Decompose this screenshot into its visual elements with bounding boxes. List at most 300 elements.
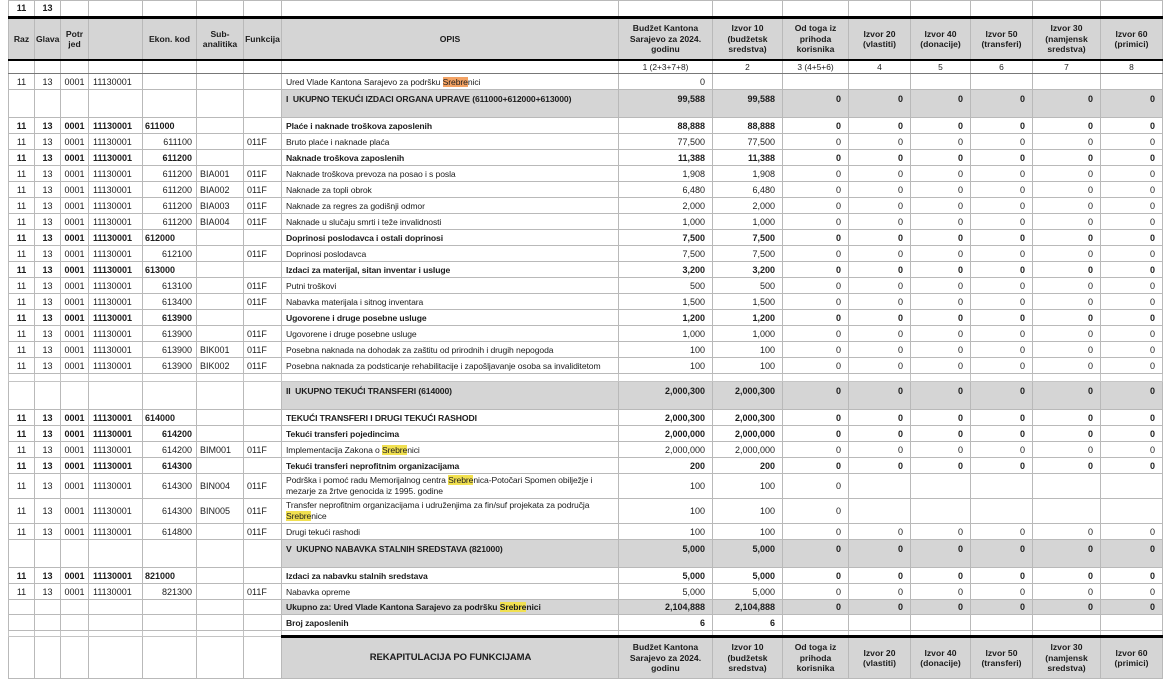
cell-potr-jed: 0001 (61, 358, 89, 374)
cell-glava: 13 (35, 246, 61, 262)
cell-value-7: 0 (1033, 458, 1101, 474)
cell-value-1: 2,000,300 (619, 382, 713, 410)
table-row (9, 442, 1163, 458)
cell-raz: 11 (9, 584, 35, 600)
column-number-6: 6 (971, 60, 1033, 74)
cell-org-kod (89, 382, 143, 410)
cell-value-2: 2,000,300 (713, 410, 783, 426)
cell-potr-jed: 0001 (61, 310, 89, 326)
cell-value-5: 0 (911, 568, 971, 584)
table-row (9, 615, 1163, 631)
cell-value-3: 0 (783, 118, 849, 134)
cell-ekon-kod (143, 382, 197, 410)
cell-value-5: 0 (911, 342, 971, 358)
cell-ekon-kod: 614300 (143, 474, 197, 499)
cell-value-5: 0 (911, 310, 971, 326)
cell-ekon-kod: 821300 (143, 584, 197, 600)
cell-value-4 (849, 74, 911, 90)
cell-value-2: 100 (713, 524, 783, 540)
cell-ekon-kod: 613900 (143, 326, 197, 342)
cell-value-8: 0 (1101, 150, 1163, 166)
table-row (9, 166, 1163, 182)
cell-raz: 11 (9, 474, 35, 499)
cell-value-1: 100 (619, 499, 713, 524)
cell-value-3: 0 (783, 182, 849, 198)
cell-raz: 11 (9, 426, 35, 442)
cell-value-8 (1101, 74, 1163, 90)
cell-value-4: 0 (849, 134, 911, 150)
cell-value-2: 7,500 (713, 246, 783, 262)
cell-value-2: 6,480 (713, 182, 783, 198)
empty-cell (89, 60, 143, 74)
cell-value-3: 0 (783, 214, 849, 230)
cell-value-5: 0 (911, 214, 971, 230)
cell-glava: 13 (35, 74, 61, 90)
empty-cell (35, 60, 61, 74)
cell-org-kod (89, 540, 143, 568)
cell-value-1: 88,888 (619, 118, 713, 134)
column-header-izvor-50: Izvor 50 (transferi) (971, 18, 1033, 61)
cell-raz: 11 (9, 442, 35, 458)
cell-value-1: 11,388 (619, 150, 713, 166)
column-number-row (9, 60, 1163, 74)
cell-value-8: 0 (1101, 182, 1163, 198)
cell-sub-analitika (197, 278, 244, 294)
cell-opis: I UKUPNO TEKUĆI IZDACI ORGANA UPRAVE (611000+612000+613000) (282, 90, 619, 118)
column-header-budzet-2024: Budžet Kantona Sarajevo za 2024. godinu (619, 18, 713, 61)
cell-value-1: 77,500 (619, 134, 713, 150)
column-header-raz: Raz (9, 18, 35, 61)
cell-opis: Naknade za regres za godišnji odmor (282, 198, 619, 214)
column-header-izvor-20: Izvor 20 (vlastiti) (849, 18, 911, 61)
cell-value-8: 0 (1101, 600, 1163, 615)
cell-sub-analitika (197, 600, 244, 615)
empty-cell (197, 60, 244, 74)
cell-value-6: 0 (971, 294, 1033, 310)
cell-funkcija (244, 310, 282, 326)
cell-potr-jed: 0001 (61, 294, 89, 310)
cell-opis: Naknade troškova zaposlenih (282, 150, 619, 166)
cell-raz: 11 (9, 214, 35, 230)
cell-glava: 13 (35, 326, 61, 342)
cell-value-4: 0 (849, 230, 911, 246)
cell-value-7: 0 (1033, 182, 1101, 198)
cell-value-2: 1,200 (713, 310, 783, 326)
cell-value-3: 0 (783, 326, 849, 342)
cell-funkcija (244, 230, 282, 246)
cell-raz (9, 540, 35, 568)
cell-org-kod: 11130001 (89, 246, 143, 262)
cell-value-5 (911, 615, 971, 631)
partial-cell (783, 1, 849, 18)
cell-raz: 11 (9, 230, 35, 246)
cell-value-4 (849, 615, 911, 631)
table-row (9, 262, 1163, 278)
cell-sub-analitika (197, 230, 244, 246)
cell-value-6: 0 (971, 198, 1033, 214)
cell-sub-analitika (197, 310, 244, 326)
search-highlight: Srebre (499, 602, 527, 612)
partial-cell-glava: 13 (35, 1, 61, 18)
cell-opis: Ugovorene i druge posebne usluge (282, 310, 619, 326)
table-row (9, 524, 1163, 540)
table-row (9, 426, 1163, 442)
cell-value-1: 2,000,300 (619, 410, 713, 426)
cell-value-5: 0 (911, 262, 971, 278)
cell-value-1: 7,500 (619, 230, 713, 246)
cell-opis: Transfer neprofitnim organizacijama i udruženjima za fin/suf projekata za područja Srebrenice (282, 499, 619, 524)
empty-cell (971, 374, 1033, 382)
cell-value-3: 0 (783, 278, 849, 294)
cell-value-7: 0 (1033, 358, 1101, 374)
cell-value-4 (849, 499, 911, 524)
cell-value-2: 11,388 (713, 150, 783, 166)
cell-value-5: 0 (911, 600, 971, 615)
column-header-potr-jed: Potr jed (61, 18, 89, 61)
cell-value-1: 100 (619, 342, 713, 358)
cell-potr-jed (61, 637, 89, 679)
cell-value-6: 0 (971, 426, 1033, 442)
empty-cell (244, 60, 282, 74)
partial-previous-row (9, 1, 1163, 18)
cell-value-1: 5,000 (619, 584, 713, 600)
cell-ekon-kod (143, 540, 197, 568)
cell-glava: 13 (35, 568, 61, 584)
table-row (9, 540, 1163, 568)
empty-cell (1033, 374, 1101, 382)
cell-value-2: 1,000 (713, 326, 783, 342)
cell-opis: Drugi tekući rashodi (282, 524, 619, 540)
cell-funkcija (244, 74, 282, 90)
cell-value-5: 0 (911, 166, 971, 182)
cell-value-1: 1,000 (619, 326, 713, 342)
cell-value-1: 500 (619, 278, 713, 294)
cell-org-kod: 11130001 (89, 584, 143, 600)
cell-ekon-kod: 611200 (143, 182, 197, 198)
cell-org-kod: 11130001 (89, 118, 143, 134)
cell-value-8: 0 (1101, 458, 1163, 474)
cell-value-7: 0 (1033, 310, 1101, 326)
cell-value-7: 0 (1033, 262, 1101, 278)
cell-glava: 13 (35, 474, 61, 499)
cell-value-6 (971, 615, 1033, 631)
cell-value-6: 0 (971, 150, 1033, 166)
cell-value-6: 0 (971, 230, 1033, 246)
cell-ekon-kod: 612000 (143, 230, 197, 246)
cell-sub-analitika: BIA003 (197, 198, 244, 214)
table-row (9, 294, 1163, 310)
cell-ekon-kod (143, 637, 197, 679)
cell-glava: 13 (35, 442, 61, 458)
cell-value-3: 0 (783, 458, 849, 474)
cell-ekon-kod: 611200 (143, 150, 197, 166)
cell-sub-analitika (197, 615, 244, 631)
budget-table (8, 0, 1163, 679)
cell-funkcija: 011F (244, 278, 282, 294)
cell-value-8: 0 (1101, 134, 1163, 150)
cell-opis: Tekući transferi pojedincima (282, 426, 619, 442)
cell-value-2: 3,200 (713, 262, 783, 278)
cell-value-6: 0 (971, 182, 1033, 198)
cell-value-3: 0 (783, 150, 849, 166)
cell-sub-analitika (197, 410, 244, 426)
cell-value-2: 100 (713, 499, 783, 524)
table-row (9, 214, 1163, 230)
cell-potr-jed: 0001 (61, 246, 89, 262)
cell-raz: 11 (9, 246, 35, 262)
cell-ekon-kod: 611200 (143, 198, 197, 214)
cell-funkcija (244, 426, 282, 442)
cell-value-4: 0 (849, 262, 911, 278)
cell-ekon-kod: 611100 (143, 134, 197, 150)
cell-value-2: 77,500 (713, 134, 783, 150)
cell-value-1: 1,908 (619, 166, 713, 182)
cell-glava: 13 (35, 262, 61, 278)
column-header-ekon-kod: Ekon. kod (143, 18, 197, 61)
column-header-izvor-40: Izvor 40 (donacije) (911, 18, 971, 61)
cell-value-1: 2,000,000 (619, 442, 713, 458)
column-number-4: 4 (849, 60, 911, 74)
cell-value-4: 0 (849, 540, 911, 568)
cell-org-kod: 11130001 (89, 214, 143, 230)
cell-potr-jed: 0001 (61, 150, 89, 166)
partial-cell (61, 1, 89, 18)
cell-value-7 (1033, 615, 1101, 631)
cell-value-2: 1,500 (713, 294, 783, 310)
budget-table-body (9, 74, 1163, 679)
cell-potr-jed (61, 540, 89, 568)
column-number-1: 1 (2+3+7+8) (619, 60, 713, 74)
cell-org-kod: 11130001 (89, 230, 143, 246)
cell-ekon-kod: 614200 (143, 426, 197, 442)
cell-ekon-kod: 614800 (143, 524, 197, 540)
column-header-org-kod (89, 18, 143, 61)
cell-sub-analitika (197, 584, 244, 600)
cell-value-6: 0 (971, 584, 1033, 600)
partial-cell (1101, 1, 1163, 18)
cell-value-4: 0 (849, 294, 911, 310)
cell-raz: 11 (9, 458, 35, 474)
cell-value-5: 0 (911, 326, 971, 342)
cell-opis: TEKUĆI TRANSFERI I DRUGI TEKUĆI RASHODI (282, 410, 619, 426)
cell-value-1: 1,500 (619, 294, 713, 310)
cell-value-4: 0 (849, 426, 911, 442)
cell-opis: II UKUPNO TEKUĆI TRANSFERI (614000) (282, 382, 619, 410)
cell-potr-jed: 0001 (61, 474, 89, 499)
cell-value-3 (783, 74, 849, 90)
cell-sub-analitika (197, 118, 244, 134)
cell-value-4: 0 (849, 342, 911, 358)
empty-cell (282, 60, 619, 74)
cell-funkcija (244, 540, 282, 568)
cell-sub-analitika: BIN005 (197, 499, 244, 524)
cell-glava (35, 615, 61, 631)
cell-value-1: 3,200 (619, 262, 713, 278)
cell-ekon-kod: 821000 (143, 568, 197, 584)
cell-funkcija (244, 615, 282, 631)
cell-funkcija: 011F (244, 134, 282, 150)
cell-value-6: 0 (971, 278, 1033, 294)
cell-funkcija: 011F (244, 182, 282, 198)
empty-cell (619, 374, 713, 382)
partial-cell (971, 1, 1033, 18)
rekap-col-header: Izvor 10 (budžetsk sredstva) (713, 637, 783, 679)
cell-ekon-kod: 611200 (143, 214, 197, 230)
partial-cell (89, 1, 143, 18)
column-header-izvor-60: Izvor 60 (primici) (1101, 18, 1163, 61)
cell-value-5: 0 (911, 230, 971, 246)
cell-value-4: 0 (849, 568, 911, 584)
cell-value-2: 5,000 (713, 584, 783, 600)
cell-potr-jed: 0001 (61, 584, 89, 600)
cell-funkcija (244, 637, 282, 679)
table-row (9, 74, 1163, 90)
cell-raz: 11 (9, 342, 35, 358)
cell-value-4 (849, 474, 911, 499)
cell-value-4: 0 (849, 90, 911, 118)
empty-cell (911, 374, 971, 382)
cell-value-8: 0 (1101, 524, 1163, 540)
cell-opis: Ukupno za: Ured Vlade Kantona Sarajevo za podršku Srebrenici (282, 600, 619, 615)
cell-value-2: 2,000,000 (713, 426, 783, 442)
table-row (9, 278, 1163, 294)
cell-funkcija (244, 600, 282, 615)
cell-value-7: 0 (1033, 278, 1101, 294)
cell-value-6 (971, 474, 1033, 499)
cell-org-kod: 11130001 (89, 294, 143, 310)
cell-ekon-kod: 611000 (143, 118, 197, 134)
cell-value-4: 0 (849, 358, 911, 374)
cell-raz: 11 (9, 326, 35, 342)
rekap-title: REKAPITULACIJA PO FUNKCIJAMA (282, 637, 619, 679)
cell-value-1: 1,200 (619, 310, 713, 326)
cell-value-8: 0 (1101, 230, 1163, 246)
cell-potr-jed: 0001 (61, 182, 89, 198)
column-header-opis: OPIS (282, 18, 619, 61)
cell-opis: Bruto plaće i naknade plaća (282, 134, 619, 150)
table-row (9, 458, 1163, 474)
cell-opis: Ugovorene i druge posebne usluge (282, 326, 619, 342)
cell-sub-analitika (197, 74, 244, 90)
cell-raz: 11 (9, 134, 35, 150)
cell-ekon-kod (143, 600, 197, 615)
cell-value-7: 0 (1033, 442, 1101, 458)
cell-funkcija (244, 150, 282, 166)
cell-org-kod: 11130001 (89, 458, 143, 474)
rekap-col-header: Budžet Kantona Sarajevo za 2024. godinu (619, 637, 713, 679)
cell-opis: Doprinosi poslodavca (282, 246, 619, 262)
cell-org-kod: 11130001 (89, 426, 143, 442)
cell-value-5: 0 (911, 442, 971, 458)
cell-value-7: 0 (1033, 150, 1101, 166)
empty-cell (89, 374, 143, 382)
table-row (9, 584, 1163, 600)
cell-value-7: 0 (1033, 600, 1101, 615)
cell-value-7: 0 (1033, 134, 1101, 150)
cell-raz: 11 (9, 294, 35, 310)
partial-cell (244, 1, 282, 18)
column-number-3: 3 (4+5+6) (783, 60, 849, 74)
cell-glava: 13 (35, 278, 61, 294)
cell-potr-jed: 0001 (61, 410, 89, 426)
cell-ekon-kod (143, 74, 197, 90)
cell-raz: 11 (9, 310, 35, 326)
cell-raz: 11 (9, 499, 35, 524)
cell-value-6: 0 (971, 524, 1033, 540)
cell-sub-analitika (197, 382, 244, 410)
cell-ekon-kod: 614300 (143, 499, 197, 524)
cell-ekon-kod: 614200 (143, 442, 197, 458)
cell-value-3: 0 (783, 474, 849, 499)
cell-value-8: 0 (1101, 410, 1163, 426)
cell-value-3: 0 (783, 568, 849, 584)
cell-ekon-kod: 613400 (143, 294, 197, 310)
cell-funkcija (244, 568, 282, 584)
column-header-glava: Glava (35, 18, 61, 61)
cell-value-5: 0 (911, 584, 971, 600)
table-row (9, 600, 1163, 615)
column-header-row (9, 18, 1163, 61)
cell-value-7 (1033, 74, 1101, 90)
empty-cell (713, 374, 783, 382)
cell-ekon-kod: 613900 (143, 342, 197, 358)
cell-ekon-kod (143, 90, 197, 118)
cell-potr-jed: 0001 (61, 118, 89, 134)
cell-value-7: 0 (1033, 326, 1101, 342)
budget-document-page (8, 0, 1162, 679)
table-row (9, 198, 1163, 214)
cell-value-1: 5,000 (619, 540, 713, 568)
partial-cell-raz: 11 (9, 1, 35, 18)
cell-opis: Implementacija Zakona o Srebrenici (282, 442, 619, 458)
cell-raz: 11 (9, 150, 35, 166)
cell-value-4: 0 (849, 150, 911, 166)
cell-org-kod (89, 90, 143, 118)
cell-glava: 13 (35, 230, 61, 246)
column-header-izvor-10: Izvor 10 (budžetsk sredstva) (713, 18, 783, 61)
rekap-col-header: Izvor 30 (namjensk sredstva) (1033, 637, 1101, 679)
cell-value-5: 0 (911, 358, 971, 374)
cell-org-kod: 11130001 (89, 198, 143, 214)
cell-glava (35, 600, 61, 615)
cell-value-4: 0 (849, 524, 911, 540)
cell-value-7: 0 (1033, 426, 1101, 442)
column-header-od-toga: Od toga iz prihoda korisnika (783, 18, 849, 61)
cell-opis: Naknade troškova prevoza na posao i s posla (282, 166, 619, 182)
table-row (9, 410, 1163, 426)
cell-value-4: 0 (849, 246, 911, 262)
partial-cell (713, 1, 783, 18)
table-row (9, 182, 1163, 198)
cell-value-6: 0 (971, 442, 1033, 458)
cell-value-6: 0 (971, 568, 1033, 584)
table-row (9, 150, 1163, 166)
cell-value-8: 0 (1101, 442, 1163, 458)
cell-funkcija (244, 410, 282, 426)
cell-ekon-kod: 613900 (143, 358, 197, 374)
cell-funkcija: 011F (244, 358, 282, 374)
cell-glava (35, 637, 61, 679)
cell-opis: Doprinosi poslodavca i ostali doprinosi (282, 230, 619, 246)
cell-raz (9, 90, 35, 118)
cell-value-6: 0 (971, 262, 1033, 278)
cell-glava: 13 (35, 458, 61, 474)
cell-value-5: 0 (911, 524, 971, 540)
cell-potr-jed: 0001 (61, 426, 89, 442)
cell-value-2: 100 (713, 358, 783, 374)
cell-sub-analitika (197, 524, 244, 540)
cell-value-1: 99,588 (619, 90, 713, 118)
